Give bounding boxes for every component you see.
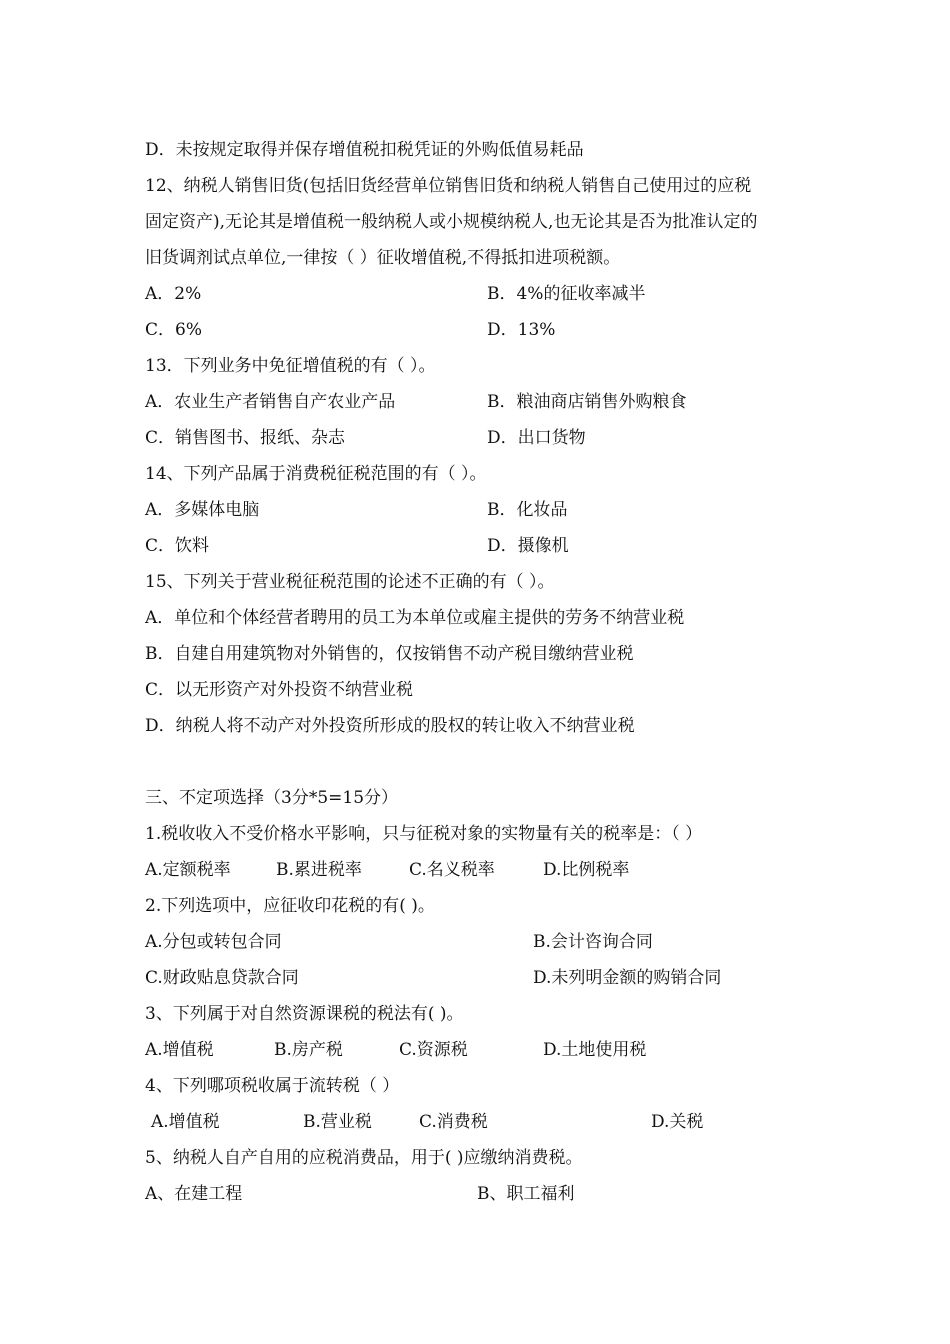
q15-stem: 15、下列关于营业税征税范围的论述不正确的有（ ）。	[145, 572, 555, 592]
s3-q2-option-a: A.分包或转包合同	[145, 932, 282, 952]
s3-q3-option-a: A.增值税	[145, 1040, 214, 1060]
q15-option-a: A．单位和个体经营者聘用的员工为本单位或雇主提供的劳务不纳营业税	[145, 608, 685, 628]
s3-q1-option-b: B.累进税率	[276, 860, 362, 880]
q12-option-a: A．2%	[145, 284, 202, 304]
s3-q1-stem: 1.税收收入不受价格水平影响，只与征税对象的实物量有关的税率是：（ ）	[145, 824, 703, 844]
q12-option-d: D．13%	[487, 320, 556, 340]
q14-option-b: B．化妆品	[487, 500, 568, 520]
s3-q4-option-c: C.消费税	[419, 1112, 488, 1132]
s3-q1-option-a: A.定额税率	[145, 860, 231, 880]
s3-q5-stem: 5、纳税人自产自用的应税消费品，用于( )应缴纳消费税。	[145, 1148, 583, 1168]
s3-q4-option-d: D.关税	[651, 1112, 704, 1132]
q13-option-b: B．粮油商店销售外购粮食	[487, 392, 687, 412]
q12-stem-line-3: 旧货调剂试点单位,一律按（ ）征收增值税,不得抵扣进项税额。	[145, 248, 621, 268]
q14-option-a: A．多媒体电脑	[145, 500, 260, 520]
q12-option-c: C．6%	[145, 320, 202, 340]
s3-q1-option-d: D.比例税率	[543, 860, 630, 880]
s3-q2-option-b: B.会计咨询合同	[533, 932, 653, 952]
q13-stem: 13．下列业务中免征增值税的有（ ）。	[145, 356, 436, 376]
s3-q3-option-b: B.房产税	[274, 1040, 343, 1060]
q15-option-c: C．以无形资产对外投资不纳营业税	[145, 680, 414, 700]
q13-option-d: D．出口货物	[487, 428, 586, 448]
q14-option-c: C．饮料	[145, 536, 210, 556]
s3-q4-option-b: B.营业税	[303, 1112, 372, 1132]
section-3-heading: 三、不定项选择（3分*5=15分）	[145, 788, 399, 808]
s3-q3-option-c: C.资源税	[399, 1040, 468, 1060]
q14-option-d: D．摄像机	[487, 536, 569, 556]
q13-option-a: A．农业生产者销售自产农业产品	[145, 392, 396, 412]
s3-q2-option-d: D.未列明金额的购销合同	[533, 968, 722, 988]
q11-option-d: D．未按规定取得并保存增值税扣税凭证的外购低值易耗品	[145, 140, 584, 160]
q12-stem-line-2: 固定资产),无论其是增值税一般纳税人或小规模纳税人,也无论其是否为批准认定的	[145, 212, 758, 232]
s3-q4-option-a: A.增值税	[151, 1112, 220, 1132]
s3-q3-stem: 3、下列属于对自然资源课税的税法有( )。	[145, 1004, 464, 1024]
q15-option-b: B．自建自用建筑物对外销售的，仅按销售不动产税目缴纳营业税	[145, 644, 634, 664]
s3-q1-option-c: C.名义税率	[409, 860, 495, 880]
s3-q2-stem: 2.下列选项中，应征收印花税的有( )。	[145, 896, 435, 916]
q12-option-b: B．4%的征收率减半	[487, 284, 646, 304]
s3-q3-option-d: D.土地使用税	[543, 1040, 647, 1060]
q15-option-d: D．纳税人将不动产对外投资所形成的股权的转让收入不纳营业税	[145, 716, 635, 736]
s3-q5-option-b: B、职工福利	[477, 1184, 575, 1204]
q12-stem-line-1: 12、纳税人销售旧货(包括旧货经营单位销售旧货和纳税人销售自己使用过的应税	[145, 176, 752, 196]
q13-option-c: C．销售图书、报纸、杂志	[145, 428, 346, 448]
s3-q5-option-a: A、在建工程	[145, 1184, 243, 1204]
q14-stem: 14、下列产品属于消费税征税范围的有（ ）。	[145, 464, 487, 484]
s3-q2-option-c: C.财政贴息贷款合同	[145, 968, 299, 988]
s3-q4-stem: 4、下列哪项税收属于流转税（ ）	[145, 1076, 400, 1096]
